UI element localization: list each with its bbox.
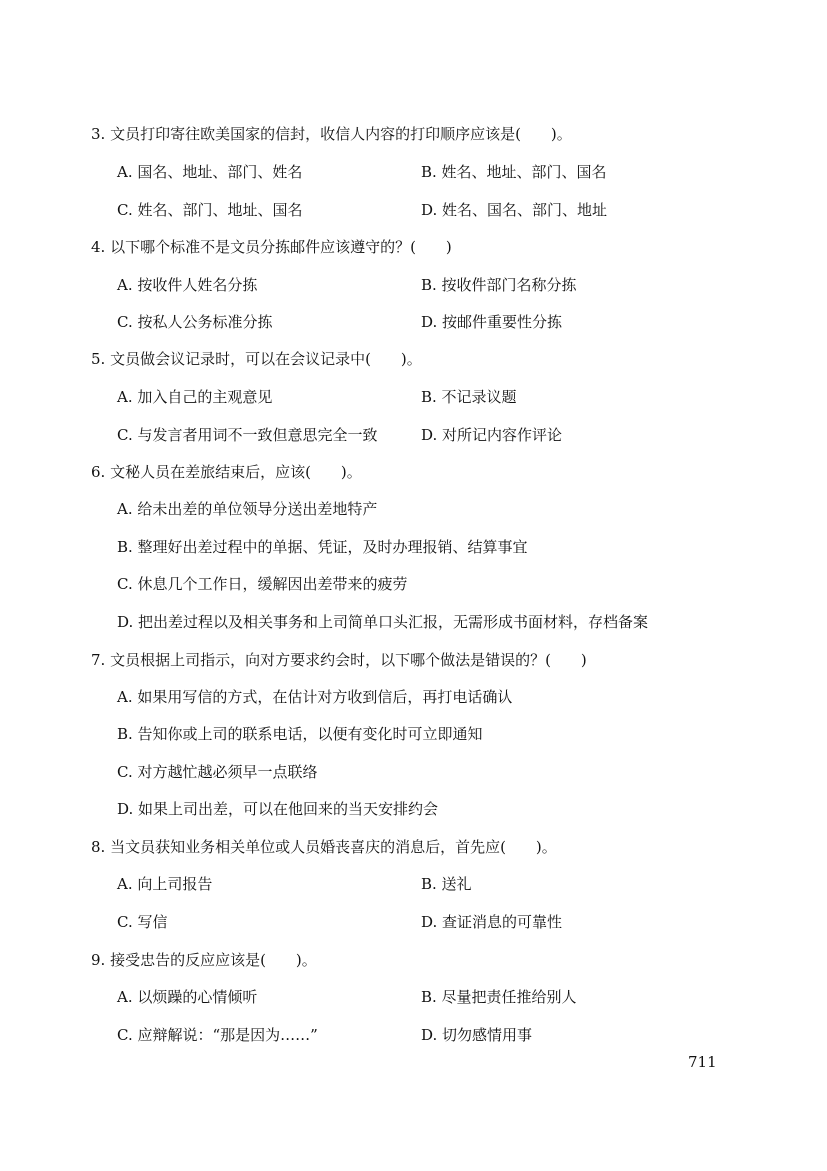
question-5-option-d: D. 对所记内容作评论 bbox=[421, 426, 563, 444]
question-4-option-b: B. 按收件部门名称分拣 bbox=[421, 276, 577, 294]
question-4-option-d: D. 按邮件重要性分拣 bbox=[421, 313, 563, 331]
question-7-option-b: B. 告知你或上司的联系电话，以便有变化时可立即通知 bbox=[117, 725, 483, 743]
question-3-option-c: C. 姓名、部门、地址、国名 bbox=[117, 201, 303, 219]
question-6-stem: 6. 文秘人员在差旅结束后，应该( )。 bbox=[91, 463, 362, 481]
question-7-option-d: D. 如果上司出差，可以在他回来的当天安排约会 bbox=[117, 800, 439, 818]
question-9-option-d: D. 切勿感情用事 bbox=[421, 1026, 533, 1044]
question-6-option-d: D. 把出差过程以及相关事务和上司简单口头汇报，无需形成书面材料，存档备案 bbox=[117, 613, 649, 631]
question-6-option-c: C. 休息几个工作日，缓解因出差带来的疲劳 bbox=[117, 575, 408, 593]
question-5-option-a: A. 加入自己的主观意见 bbox=[117, 388, 273, 406]
question-9-option-b: B. 尽量把责任推给别人 bbox=[421, 988, 577, 1006]
question-8-option-b: B. 送礼 bbox=[421, 875, 472, 893]
question-9-option-c: C. 应辩解说：“那是因为……” bbox=[117, 1026, 318, 1044]
question-3-option-a: A. 国名、地址、部门、姓名 bbox=[117, 163, 303, 181]
question-6-option-a: A. 给未出差的单位领导分送出差地特产 bbox=[117, 500, 378, 518]
question-8-option-d: D. 查证消息的可靠性 bbox=[421, 913, 563, 931]
question-3-option-b: B. 姓名、地址、部门、国名 bbox=[421, 163, 607, 181]
question-8-stem: 8. 当文员获知业务相关单位或人员婚丧喜庆的消息后，首先应( )。 bbox=[91, 838, 557, 856]
question-7-stem: 7. 文员根据上司指示，向对方要求约会时，以下哪个做法是错误的？( ) bbox=[91, 651, 587, 669]
question-9-stem: 9. 接受忠告的反应应该是( )。 bbox=[91, 951, 317, 969]
question-4-option-a: A. 按收件人姓名分拣 bbox=[117, 276, 258, 294]
question-3-stem: 3. 文员打印寄往欧美国家的信封，收信人内容的打印顺序应该是( )。 bbox=[91, 125, 572, 143]
question-7-option-a: A. 如果用写信的方式，在估计对方收到信后，再打电话确认 bbox=[117, 688, 513, 706]
question-8-option-a: A. 向上司报告 bbox=[117, 875, 213, 893]
question-4-option-c: C. 按私人公务标准分拣 bbox=[117, 313, 273, 331]
question-3-option-d: D. 姓名、国名、部门、地址 bbox=[421, 201, 608, 219]
question-7-option-c: C. 对方越忙越必须早一点联络 bbox=[117, 763, 318, 781]
question-8-option-c: C. 写信 bbox=[117, 913, 168, 931]
question-5-option-c: C. 与发言者用词不一致但意思完全一致 bbox=[117, 426, 378, 444]
question-6-option-b: B. 整理好出差过程中的单据、凭证，及时办理报销、结算事宜 bbox=[117, 538, 528, 556]
question-5-stem: 5. 文员做会议记录时，可以在会议记录中( )。 bbox=[91, 350, 422, 368]
page-number: 711 bbox=[688, 1053, 717, 1071]
question-5-option-b: B. 不记录议题 bbox=[421, 388, 517, 406]
question-4-stem: 4. 以下哪个标准不是文员分拣邮件应该遵守的？( ) bbox=[91, 238, 452, 256]
question-9-option-a: A. 以烦躁的心情倾听 bbox=[117, 988, 258, 1006]
